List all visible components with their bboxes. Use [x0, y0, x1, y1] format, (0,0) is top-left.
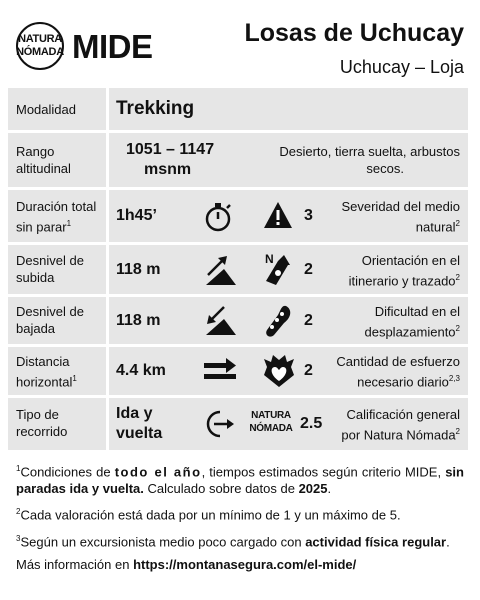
- row-label-line2-wrap: [16, 215, 71, 235]
- row-description-line1: Dificultad en el: [374, 304, 460, 319]
- row-label-line1: Desnivel de: [16, 253, 84, 268]
- row-label-line2: sin parar: [16, 219, 67, 235]
- stopwatch-icon: [202, 200, 236, 234]
- footnotes: [16, 460, 464, 579]
- row-description-sup: 2: [455, 219, 460, 228]
- horizontal-arrow-icon: [202, 357, 238, 385]
- row-description-line2-wrap: [364, 320, 460, 340]
- row-value-line1: 1051 – 1147: [126, 141, 215, 158]
- row-value: 1h45’: [116, 207, 157, 224]
- row-label-line2: subida: [16, 270, 55, 285]
- row-label-line1: Duración total: [16, 199, 97, 214]
- natura-nomada-mide-logo: [16, 22, 166, 74]
- footnote-sup: 2: [16, 507, 21, 517]
- row-description-line1: Calificación general: [346, 407, 460, 422]
- descent-arrow-icon: [202, 303, 238, 337]
- row-label-line1: Rango: [16, 144, 55, 159]
- footnote-bold: sin paradas ida y vuelta.: [16, 464, 464, 497]
- footnote-text: , tiempos estimados según criterio MIDE,: [201, 464, 446, 480]
- warning-triangle-icon: [262, 200, 294, 230]
- footnote-text: .: [446, 533, 450, 549]
- row-description-sup: 2: [455, 273, 460, 282]
- footnote-text: .: [327, 481, 332, 497]
- row-description-line1: Orientación en el: [361, 253, 460, 268]
- row-modalidad: [8, 88, 468, 130]
- footnote-3: [16, 530, 464, 550]
- row-description-line2: desplazamiento: [364, 324, 456, 340]
- more-info-link[interactable]: https://montanasegura.com/el-mide/: [133, 556, 357, 572]
- row-label-line2: recorrido: [16, 424, 68, 439]
- row-label-line2-wrap: [16, 370, 77, 390]
- logo-bottom-text: NÓMADA: [16, 46, 64, 58]
- rating-number: 2: [304, 312, 313, 329]
- row-distancia-horizontal: [8, 347, 468, 395]
- ascent-arrow-icon: [202, 253, 238, 287]
- row-tipo-recorrido: [8, 398, 468, 450]
- row-description-line2: necesario diario: [357, 374, 449, 390]
- footnote-bold: actividad física regular: [305, 533, 447, 549]
- compass-map-icon: [262, 251, 294, 287]
- row-description-line1: Cantidad de esfuerzo: [336, 354, 460, 369]
- footnote-1: [16, 460, 464, 497]
- row-description-line2: secos.: [366, 161, 404, 176]
- row-label-line2: bajada: [16, 321, 56, 336]
- row-value: 118 m: [116, 261, 161, 278]
- footnote-text: Cada valoración está dada por un mínimo de 1 y un máximo de 5.: [20, 507, 401, 523]
- row-label-line1: Distancia: [16, 354, 70, 369]
- row-label: Modalidad: [16, 102, 76, 117]
- rating-number: 2.5: [300, 415, 323, 432]
- row-value-line2: msnm: [144, 161, 192, 178]
- footnote-text: Según un excursionista medio poco cargado con: [20, 533, 306, 549]
- mide-table: [8, 88, 468, 450]
- footnote-sup: 3: [16, 533, 21, 543]
- logo-top-text: NATURA: [18, 33, 62, 45]
- row-value: 118 m: [116, 312, 161, 329]
- rating-number: 2: [304, 261, 313, 278]
- row-value-line1: Ida y: [116, 405, 153, 422]
- row-description-line2-wrap: [341, 423, 460, 443]
- row-description-line2-wrap: [357, 370, 460, 390]
- footnote-text: Calculado sobre datos de: [143, 481, 299, 497]
- natura-nomada-small-logo: [248, 410, 294, 438]
- heart-effort-icon: [262, 353, 296, 389]
- footnote-sup: 1: [16, 464, 21, 473]
- row-description-line2: por Natura Nómada: [341, 427, 456, 443]
- footnote-2: [16, 503, 464, 523]
- row-label-sup: 1: [66, 219, 72, 228]
- more-info-text: Más información en: [16, 556, 134, 572]
- return-arrow-icon: [200, 408, 236, 440]
- row-desnivel-bajada: [8, 297, 468, 344]
- row-value: 4.4 km: [116, 362, 166, 379]
- page-subtitle: Uchucay – Loja: [339, 57, 464, 77]
- row-label-line2: horizontal: [16, 374, 73, 390]
- footnote-text: Condiciones de: [20, 464, 115, 480]
- row-desnivel-subida: [8, 245, 468, 294]
- more-info: [16, 556, 464, 573]
- page-title: Losas de Uchucay: [244, 19, 464, 47]
- boot-print-icon: [262, 303, 294, 339]
- footnote-bold: 2025: [298, 481, 328, 497]
- row-description-line2-wrap: [349, 269, 460, 289]
- svg-text:N: N: [265, 252, 274, 266]
- row-label-line1: Tipo de: [16, 407, 59, 422]
- row-value-line2: vuelta: [116, 425, 163, 442]
- row-rango-altitudinal: [8, 133, 468, 187]
- rating-number: 3: [304, 207, 313, 224]
- row-duracion: [8, 190, 468, 242]
- footnote-emphasis: todo el año: [114, 464, 202, 480]
- row-value: Trekking: [116, 98, 195, 119]
- row-label-sup: 1: [72, 374, 77, 383]
- rating-number: 2: [304, 362, 313, 379]
- row-description-line2: itinerario y trazado: [348, 273, 456, 289]
- small-logo-top-text: NATURA: [251, 410, 291, 421]
- row-description-line2-wrap: [416, 215, 460, 235]
- row-description-sup: 2: [455, 324, 460, 333]
- row-description-sup: 2: [455, 427, 460, 436]
- logo-word: MIDE: [72, 28, 153, 65]
- row-description-line1: Severidad del medio: [341, 199, 460, 214]
- row-description-line2: natural: [415, 219, 456, 235]
- small-logo-bottom-text: NÓMADA: [249, 423, 293, 434]
- row-label-line2: altitudinal: [16, 161, 71, 176]
- row-description-sup: 2,3: [448, 374, 460, 383]
- row-description-line1: Desierto, tierra suelta, arbustos: [279, 144, 460, 159]
- row-label-line1: Desnivel de: [16, 304, 84, 319]
